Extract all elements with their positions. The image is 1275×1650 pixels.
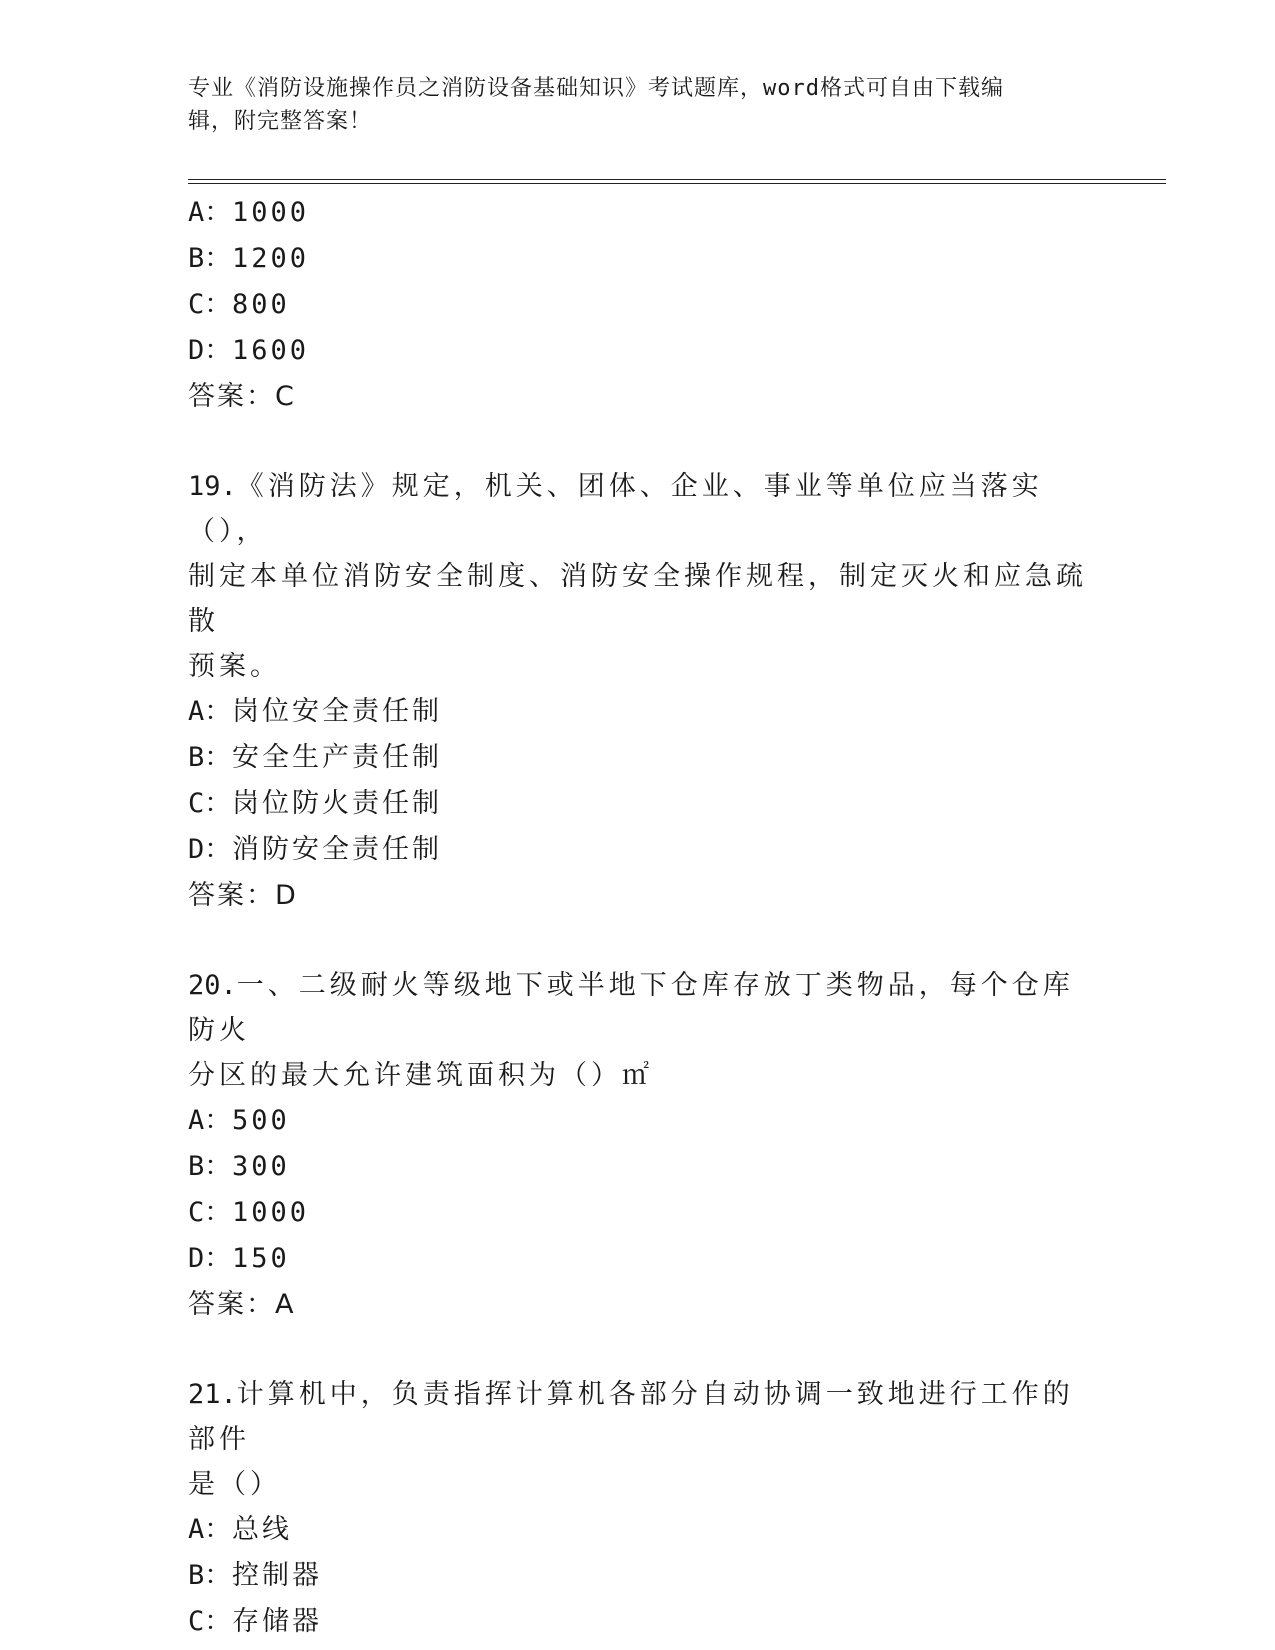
option-c: C：800 [188,289,290,320]
question-text: 19.《消防法》规定，机关、团体、企业、事业等单位应当落实（）， 制定本单位消防安全制度、消防安全操作规程，制定灭火和应急疏散 预案。 [188,471,1087,682]
header-line-1: 专业《消防设施操作员之消防设备基础知识》考试题库，word格式可自由下载编 [188,76,1004,101]
option-a: A：1000 [188,197,310,228]
option-a: A：总线 [188,1514,292,1545]
option-a: A：岗位安全责任制 [188,696,442,727]
document-header [188,72,1068,138]
option-d: D：150 [188,1243,290,1274]
answer: 答案：A [188,1289,296,1320]
question-21 [188,1372,1088,1645]
option-b: B：1200 [188,243,310,274]
question-text: 21.计算机中，负责指挥计算机各部分自动协调一致地进行工作的部件 是（） [188,1379,1074,1500]
question-19 [188,464,1088,919]
option-b: B：控制器 [188,1560,322,1591]
header-line-2: 辑，附完整答案！ [188,109,373,134]
answer: 答案：D [188,880,298,911]
question-20 [188,963,1088,1328]
question-list [188,190,1088,1645]
header-divider [188,179,1166,184]
answer: 答案：C [188,381,296,412]
option-d: D：消防安全责任制 [188,834,442,865]
option-c: C：岗位防火责任制 [188,788,442,819]
option-b: B：300 [188,1151,290,1182]
question-text: 20.一、二级耐火等级地下或半地下仓库存放丁类物品，每个仓库防火 分区的最大允许建筑面积为（）㎡ [188,970,1074,1091]
question-number: 20. [188,970,237,1001]
option-b: B：安全生产责任制 [188,742,442,773]
option-d: D：1600 [188,335,310,366]
option-c: C：1000 [188,1197,310,1228]
option-c: C：存储器 [188,1606,322,1637]
question-number: 19. [188,471,237,502]
question-18 [188,190,1088,420]
question-number: 21. [188,1379,237,1410]
option-a: A：500 [188,1105,290,1136]
